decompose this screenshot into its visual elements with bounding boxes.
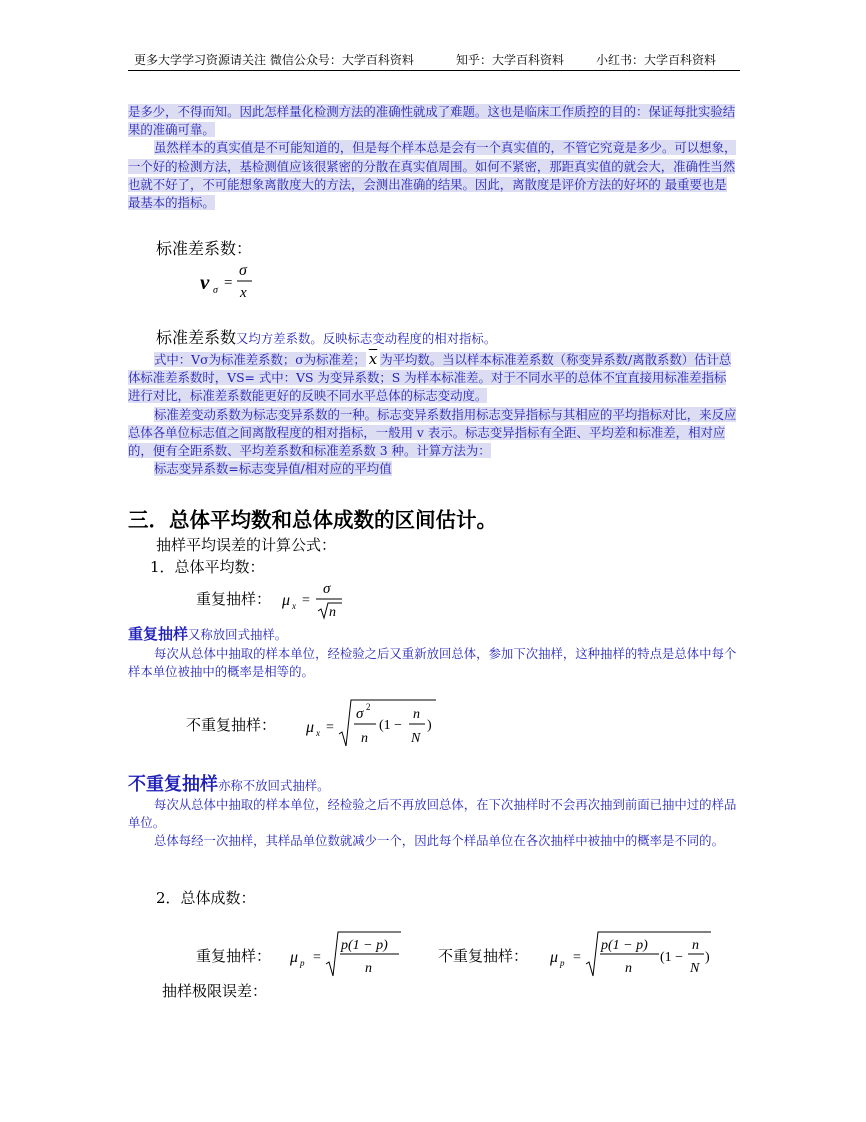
cv-numerator: σ — [239, 262, 247, 279]
repeat-proportion-formula — [288, 928, 408, 980]
svg-text:μ: μ — [290, 949, 299, 966]
item-population-proportion: 2．总体成数： — [156, 889, 256, 907]
header-wechat-text: 更多大学学习资源请关注 微信公众号：大学百科资料 — [134, 53, 414, 67]
cv-lhs-sub: σ — [213, 285, 218, 296]
svg-text:p(1 − p): p(1 − p) — [601, 938, 648, 953]
sampling-limit-error-label: 抽样极限误差： — [162, 982, 268, 1000]
svg-text:N: N — [690, 961, 700, 976]
item-population-mean: 1．总体平均数： — [150, 558, 265, 576]
svg-text:2: 2 — [366, 702, 371, 712]
cv-equals: = — [224, 275, 233, 291]
no-repeat-sampling-label-2: 不重复抽样： — [438, 947, 529, 965]
svg-text:(1 −: (1 − — [660, 950, 684, 965]
cv-expl-1: 式中：Vσ为标准差系数；σ为标准差； — [154, 352, 366, 367]
cv-expl-2: 为平均数。 — [380, 352, 443, 367]
cv-def-small: 又均方差系数。反映标志变动程度的相对指标。 — [236, 331, 497, 346]
svg-text:=: = — [573, 950, 581, 965]
svg-text:n: n — [365, 961, 372, 976]
cv-expl-5: 标志变异系数=标志变异值/相对应的平均值 — [154, 461, 392, 477]
no-repeat-sampling-label: 不重复抽样： — [186, 716, 277, 734]
header-zhihu-text: 知乎：大学百科资料 — [456, 53, 565, 67]
svg-text:): ) — [427, 718, 432, 733]
svg-text:(1 −: (1 − — [379, 718, 403, 733]
svg-text:n: n — [361, 731, 368, 746]
cv-lhs: v — [200, 270, 210, 294]
svg-text:=: = — [313, 950, 321, 965]
no-repeat-sampling-term: 不重复抽样 — [128, 774, 218, 795]
repeat-sampling-description: 每次从总体中抽取的样本单位，经检验之后又重新放回总体，参加下次抽样，这种抽样的特点是总体中每个样本单位被抽中的概率是相等的。 — [128, 646, 737, 680]
svg-text:μ: μ — [306, 719, 315, 736]
svg-text:p: p — [560, 958, 565, 968]
svg-text:x: x — [292, 601, 296, 611]
svg-text:σ: σ — [323, 581, 331, 597]
intro-paragraph-1: 是多少，不得而知。因此怎样量化检测方法的准确性就成了难题。这也是临床工作质控的目的：保证每批实验结果的准确可靠。 — [128, 104, 736, 138]
svg-text:p(1 − p): p(1 − p) — [341, 938, 388, 953]
cv-definition — [156, 325, 496, 348]
sampling-error-subtitle: 抽样平均误差的计算公式： — [156, 536, 337, 554]
svg-text:=: = — [326, 720, 334, 735]
svg-text:n: n — [692, 938, 699, 953]
no-repeat-sampling-definition: 不重复抽样亦称不放回式抽样。 — [128, 774, 330, 795]
svg-text:x: x — [316, 728, 320, 738]
svg-text:): ) — [705, 950, 710, 965]
cv-explanation — [128, 350, 738, 478]
repeat-sampling-label-2: 重复抽样： — [196, 947, 272, 965]
svg-text:=: = — [302, 593, 310, 608]
no-repeat-proportion-formula — [548, 928, 718, 980]
svg-text:n: n — [625, 961, 632, 976]
cv-formula — [196, 260, 266, 304]
repeat-mean-formula — [280, 576, 350, 624]
cv-expl-xbar: $\overline{x}$ — [368, 350, 378, 368]
cv-def-big: 标准差系数 — [156, 328, 237, 347]
intro-paragraph-2: 虽然样本的真实值是不可能知道的，但是每个样本总是会有一个真实值的，不管它究竟是多少。可以想象，一个好的检测方法，基检测值应该很紧密的分散在真实值周围。如何不紧密，那距真实值的就会大，准确性当然也就不好了，不可能想象离散度大的方法，会测出准确的结果。因此，离散度是评价方法的好坏的 最重要也是最基本的指标。 — [128, 140, 737, 211]
no-repeat-sampling-description: 每次从总体中抽取的样本单位，经检验之后不再放回总体，在下次抽样时不会再次抽到前面已抽中过的样品单位。 总体每经一次抽样，其样品单位数就减少一个，因此每个样品单位在各次抽样中被抽中的概率是不同的。 — [128, 797, 737, 849]
section-3-heading: 三．总体平均数和总体成数的区间估计。 — [128, 508, 497, 532]
repeat-sampling-label: 重复抽样： — [196, 590, 272, 608]
intro-paragraphs — [128, 103, 738, 212]
cv-expl-3: 当以样本标准差系数（称变异系数/离散系数）估计总体标准差系数时，VS= 式中：VS 为变异系数；S 为样本标准差。对于不同水平的总体不宜直接用标准差指标进行对比，标准差系数能更好的反映不同水平总体的标志变动度。 — [128, 352, 732, 404]
svg-text:n: n — [329, 605, 336, 620]
header-xiaohongshu-text: 小红书：大学百科资料 — [596, 53, 717, 67]
repeat-sampling-definition: 重复抽样又称放回式抽样。 — [128, 625, 288, 643]
svg-text:N: N — [411, 731, 421, 746]
svg-text:p: p — [300, 958, 305, 968]
svg-text:μ: μ — [550, 949, 559, 966]
repeat-sampling-term: 重复抽样 — [128, 625, 189, 643]
page-header — [128, 48, 740, 71]
cv-label: 标准差系数： — [156, 239, 253, 258]
cv-expl-4: 标准差变动系数为标志变异系数的一种。标志变异系数指用标志变异指标与其相应的平均指标对比，来反应总体各单位标志值之间离散程度的相对指标，一般用 v 表示。标志变异指标有全距、平均差和标准差，相对应的，便有全距系数、平均差系数和标准差系数 3 种。计算方法为： — [128, 406, 737, 459]
svg-text:n: n — [413, 707, 420, 722]
svg-text:σ: σ — [356, 706, 364, 722]
no-repeat-mean-formula — [304, 696, 444, 752]
svg-text:μ: μ — [282, 592, 291, 609]
cv-denominator: x — [240, 285, 247, 301]
